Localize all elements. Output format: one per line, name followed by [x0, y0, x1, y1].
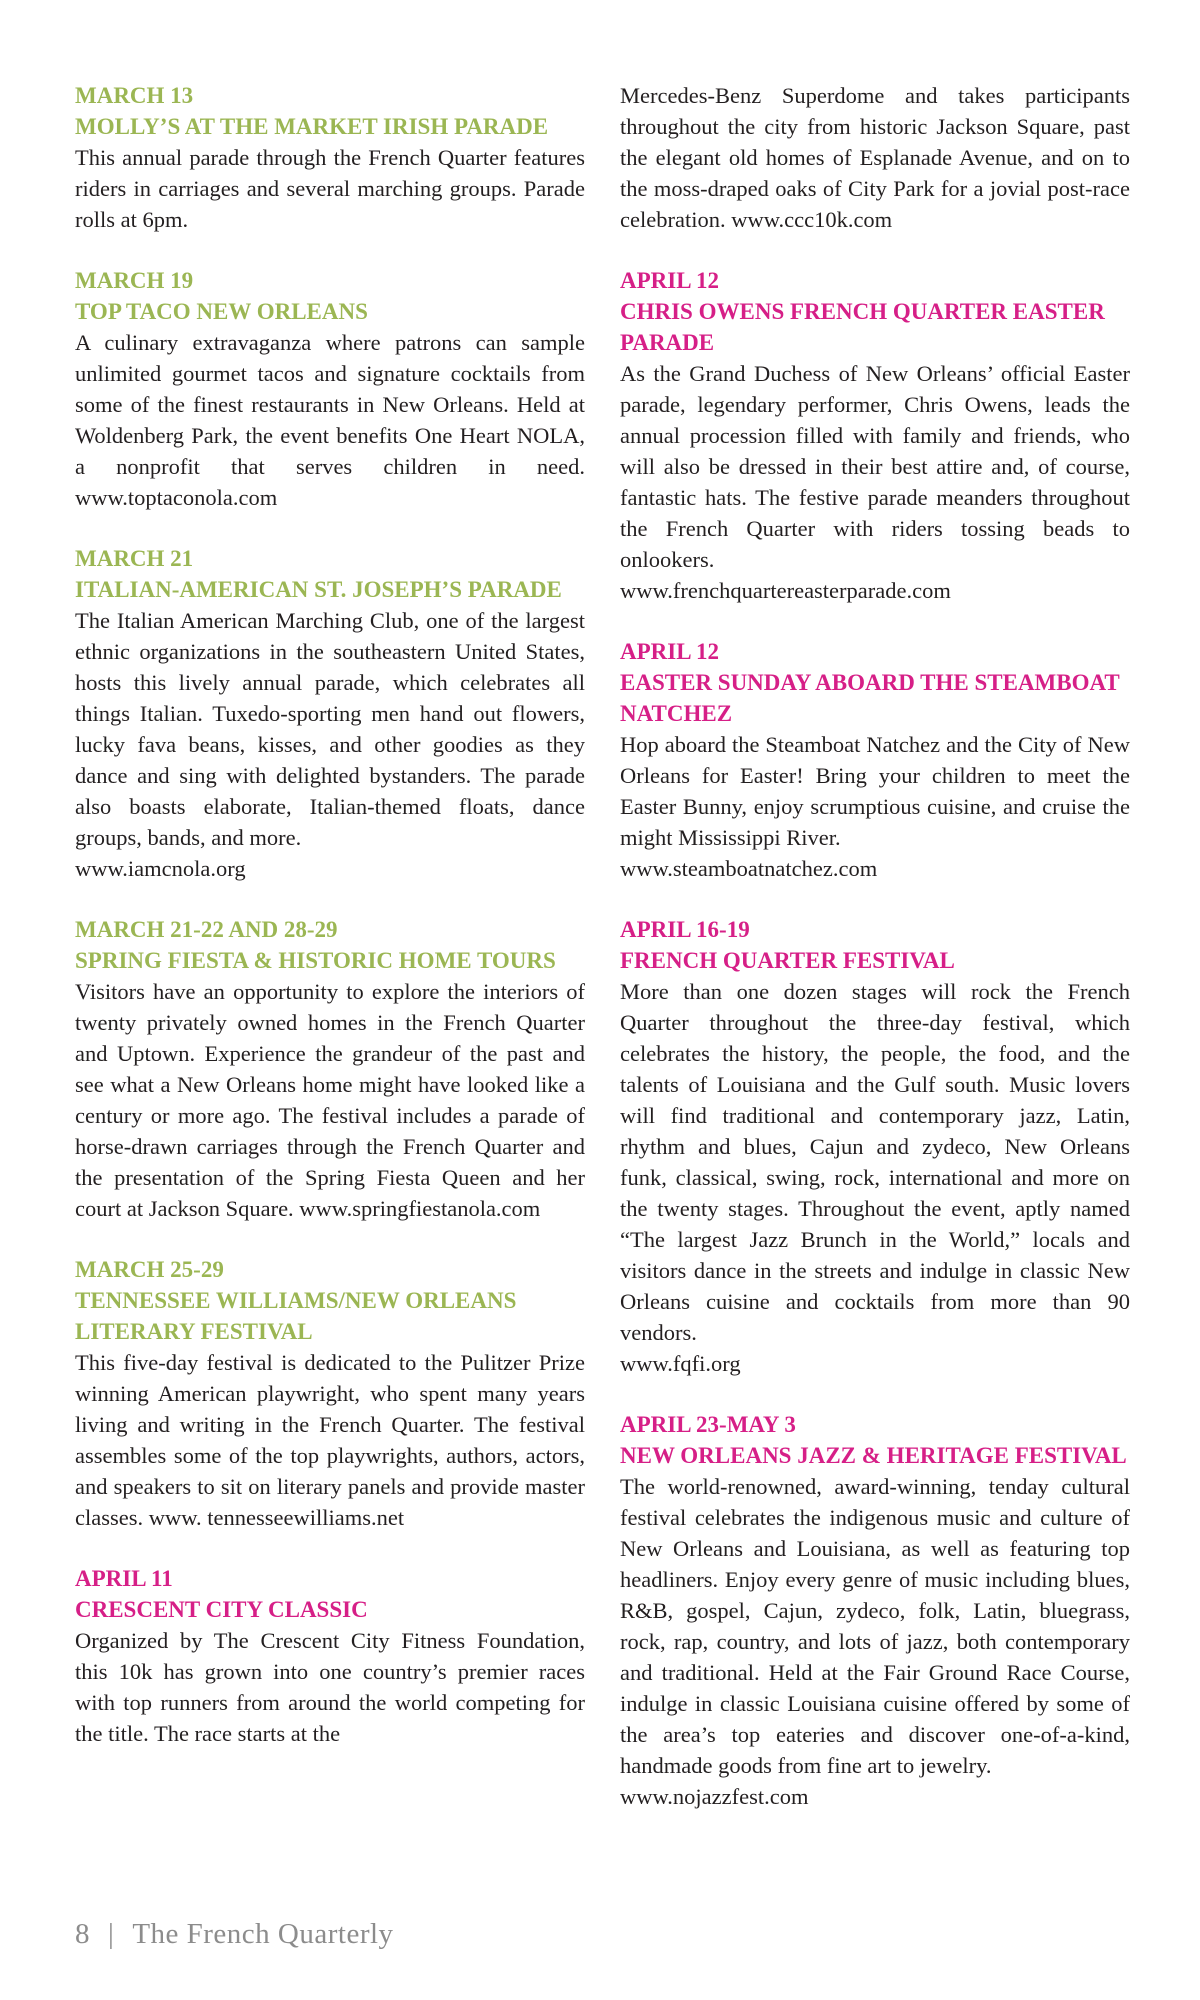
event-url[interactable]: www.fqfi.org	[620, 1351, 741, 1376]
footer-separator: |	[108, 1918, 115, 1950]
left-column	[75, 80, 585, 1779]
page-footer	[75, 1918, 394, 1951]
event-date: MARCH 21	[75, 546, 194, 571]
event-date: APRIL 12	[620, 639, 720, 664]
event-url[interactable]: www.frenchquartereasterparade.com	[620, 578, 951, 603]
event-description: As the Grand Duchess of New Orleans’ official Easter parade, legendary performer, Chris Owens, leads the annual procession filled with family and friends, who will also be dressed in their best attire and, of course, fantastic hats. The festive parade meanders throughout the French Quarter with riders tossing beads to onlookers.	[620, 361, 1130, 572]
event-date: MARCH 13	[75, 83, 194, 108]
event-march-19	[75, 265, 585, 513]
event-url[interactable]: www.nojazzfest.com	[620, 1784, 809, 1809]
event-description: Organized by The Crescent City Fitness Foundation, this 10k has grown into one country’s premier races with top runners from around the world competing for the title. The race starts at the	[75, 1628, 585, 1746]
event-title: TENNESSEE WILLIAMS/NEW ORLEANS LITERARY FESTIVAL	[75, 1288, 517, 1344]
event-date: MARCH 25-29	[75, 1257, 224, 1282]
event-date: MARCH 21-22 AND 28-29	[75, 917, 338, 942]
event-url[interactable]: www.steamboatnatchez.com	[620, 856, 878, 881]
event-description: More than one dozen stages will rock the French Quarter throughout the three-day festival, which celebrates the history, the people, the food, and the talents of Louisiana and the Gulf south. Music lovers will find traditional and contemporary jazz, Latin, rhythm and blues, Cajun and zydeco, New Orleans funk, classical, swing, rock, international and more on the twenty stages. Throughout the event, aptly named “The largest Jazz Brunch in the World,” locals and visitors dance in the streets and indulge in classic New Orleans cuisine and cocktails from more than 90 vendors.	[620, 979, 1130, 1345]
event-description: Hop aboard the Steamboat Natchez and the City of New Orleans for Easter! Bring your children to meet the Easter Bunny, enjoy scrumptious cuisine, and cruise the might Mississippi River.	[620, 732, 1130, 850]
event-description: Visitors have an opportunity to explore the interiors of twenty privately owned homes in the French Quarter and Uptown. Experience the grandeur of the past and see what a New Orleans home might have looked like a century or more ago. The festival includes a parade of horse-drawn carriages through the French Quarter and the presentation of the Spring Fiesta Queen and her court at Jackson Square. www.springfiestanola.com	[75, 979, 585, 1221]
event-description-continued: Mercedes-Benz Superdome and takes participants throughout the city from historic Jackson Square, past the elegant old homes of Esplanade Avenue, and on to the moss-draped oaks of City Park for a jovial post-race celebration. www.ccc10k.com	[620, 83, 1130, 232]
event-april-12-easter-parade	[620, 265, 1130, 606]
event-april-12-steamboat	[620, 636, 1130, 884]
event-description: This five-day festival is dedicated to the Pulitzer Prize winning American playwright, who spent many years living and writing in the French Quarter. The festival assembles some of the top playwrights, authors, actors, and speakers to sit on literary panels and provide master classes. www. tennesseewilliams.net	[75, 1350, 585, 1530]
event-description: The Italian American Marching Club, one of the largest ethnic organizations in the southeastern United States, hosts this lively annual parade, which celebrates all things Italian. Tuxedo-sporting men hand out flowers, lucky fava beans, kisses, and other goodies as they dance and sing with delighted bystanders. The parade also boasts elaborate, Italian-themed floats, dance groups, bands, and more.	[75, 608, 585, 850]
right-column	[620, 80, 1130, 1842]
event-date: APRIL 11	[75, 1566, 173, 1591]
event-title: EASTER SUNDAY ABOARD THE STEAMBOAT NATCHEZ	[620, 670, 1120, 726]
event-march-21	[75, 543, 585, 884]
event-date: APRIL 23-MAY 3	[620, 1412, 796, 1437]
event-title: NEW ORLEANS JAZZ & HERITAGE FESTIVAL	[620, 1443, 1127, 1468]
event-april-23-may-3	[620, 1409, 1130, 1812]
event-description: The world-renowned, award-winning, tenday cultural festival celebrates the indigenous music and culture of New Orleans and Louisiana, as well as featuring top headliners. Enjoy every genre of music including blues, R&B, gospel, Cajun, zydeco, folk, Latin, bluegrass, rock, rap, country, and lots of jazz, both contemporary and traditional. Held at the Fair Ground Race Course, indulge in classic Louisiana cuisine offered by some of the area’s top eateries and discover one-of-a-kind, handmade goods from fine art to jewelry.	[620, 1474, 1130, 1778]
event-title: MOLLY’S AT THE MARKET IRISH PARADE	[75, 114, 549, 139]
event-date: APRIL 12	[620, 268, 720, 293]
event-title: SPRING FIESTA & HISTORIC HOME TOURS	[75, 948, 556, 973]
event-continuation	[620, 80, 1130, 235]
event-march-13	[75, 80, 585, 235]
event-description: A culinary extravaganza where patrons can sample unlimited gourmet tacos and signature cocktails from some of the finest restaurants in New Orleans. Held at Woldenberg Park, the event benefits One Heart NOLA, a nonprofit that serves children in need. www.toptaconola.com	[75, 330, 585, 510]
event-title: CRESCENT CITY CLASSIC	[75, 1597, 368, 1622]
event-date: APRIL 16-19	[620, 917, 750, 942]
event-march-21-29	[75, 914, 585, 1224]
event-title: CHRIS OWENS FRENCH QUARTER EASTER PARADE	[620, 299, 1105, 355]
event-march-25-29	[75, 1254, 585, 1533]
event-april-16-19	[620, 914, 1130, 1379]
page-number: 8	[75, 1918, 90, 1950]
event-description: This annual parade through the French Quarter features riders in carriages and several marching groups. Parade rolls at 6pm.	[75, 145, 585, 232]
event-date: MARCH 19	[75, 268, 194, 293]
event-title: ITALIAN-AMERICAN ST. JOSEPH’S PARADE	[75, 577, 562, 602]
event-url[interactable]: www.iamcnola.org	[75, 856, 246, 881]
event-title: FRENCH QUARTER FESTIVAL	[620, 948, 955, 973]
publication-name: The French Quarterly	[132, 1918, 394, 1950]
event-april-11	[75, 1563, 585, 1749]
event-title: TOP TACO NEW ORLEANS	[75, 299, 368, 324]
